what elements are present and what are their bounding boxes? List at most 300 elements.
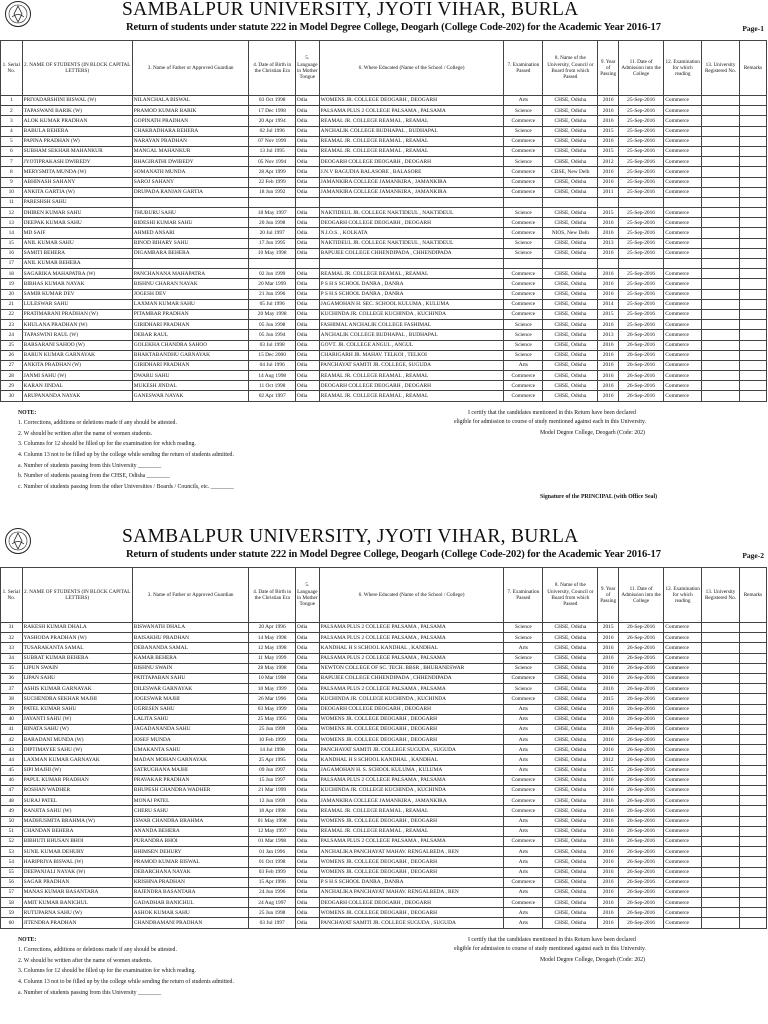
table-row xyxy=(1,208,767,218)
table-cell xyxy=(739,745,766,755)
table-cell: 2016 xyxy=(598,381,619,391)
table-cell: Science xyxy=(504,663,543,673)
table-cell: CHSE, Odisha xyxy=(543,806,598,816)
table-cell: SUNIL KUMAR DEHURY xyxy=(22,847,132,857)
table-cell: MADAN MOHAN GARNAYAK xyxy=(132,755,249,765)
table-cell: BHAGIRATHI DWIBEDY xyxy=(132,157,249,167)
table-cell: P S H S SCHOOL DANRA , DANRA xyxy=(319,877,504,887)
table-cell: DEBARCHANA NAYAK xyxy=(132,867,249,877)
table-cell: Commerce xyxy=(504,136,543,146)
table-cell: DEEPAK KUMAR SAHU xyxy=(22,218,132,228)
table-row xyxy=(1,887,767,897)
table-cell: 2016 xyxy=(598,320,619,330)
table-cell: Arts xyxy=(504,96,543,106)
table-cell: Odia xyxy=(295,816,319,826)
table-cell: 39 xyxy=(1,704,23,714)
table-cell: KANDHAL H S SCHOOL KANDHAL , KANDHAL xyxy=(319,755,504,765)
table-cell: KANDHAL H S SCHOOL KANDHAL , KANDHAL xyxy=(319,643,504,653)
table-cell: 7 xyxy=(1,157,23,167)
column-header: 8. Name of the University, Council or Board from which Passed xyxy=(543,568,598,623)
table-row xyxy=(1,704,767,714)
table-cell: JYOTIPRAKASH DWIBEDY xyxy=(22,157,132,167)
table-cell: 55 xyxy=(1,867,23,877)
table-cell: Commerce xyxy=(664,775,702,785)
table-cell: 25-Sep-2016 xyxy=(618,126,663,136)
table-cell: 26-Sep-2016 xyxy=(618,806,663,816)
table-cell: SAGAR PRADHAN xyxy=(22,877,132,887)
table-cell: 26-Sep-2016 xyxy=(618,745,663,755)
table-cell: DIPTIMAYEE SAHU (W) xyxy=(22,745,132,755)
table-cell xyxy=(702,623,740,633)
table-cell: 03 Feb 1999 xyxy=(249,867,295,877)
table-cell: Odia xyxy=(295,694,319,704)
table-cell: Odia xyxy=(295,157,319,167)
table-cell: 25-Sep-2016 xyxy=(618,248,663,258)
table-cell: Odia xyxy=(295,714,319,724)
table-cell: 11 xyxy=(1,197,23,207)
table-cell: 2016 xyxy=(598,269,619,279)
table-cell: CHSE, Odisha xyxy=(543,340,598,350)
page-number: Page-2 xyxy=(742,551,764,560)
table-cell: Odia xyxy=(295,796,319,806)
table-cell: BAPUJEE COLLEGE CHHENDIPADA , CHHENDIPADA xyxy=(319,248,504,258)
table-cell: 26-Sep-2016 xyxy=(618,381,663,391)
table-cell: Commerce xyxy=(664,187,702,197)
table-cell xyxy=(702,847,740,857)
table-cell: Science xyxy=(504,238,543,248)
table-cell: LAXMAN KUMAR SAHU xyxy=(132,299,249,309)
table-cell: 1 xyxy=(1,96,23,106)
table-cell: CHSE, Odisha xyxy=(543,765,598,775)
table-cell: 2012 xyxy=(598,755,619,765)
table-cell: Odia xyxy=(295,238,319,248)
table-cell xyxy=(132,197,249,207)
table-cell: GIRIDHARI PRADHAN xyxy=(132,320,249,330)
table-cell: CHSE, Odisha xyxy=(543,371,598,381)
table-cell xyxy=(739,238,766,248)
table-row xyxy=(1,898,767,908)
table-cell: Odia xyxy=(295,320,319,330)
table-cell: CHSE, Odisha xyxy=(543,146,598,156)
table-cell xyxy=(319,197,504,207)
table-cell: Commerce xyxy=(504,269,543,279)
table-cell: JITENDRA PRADHAN xyxy=(22,918,132,928)
table-cell: CBSE, New Delh xyxy=(543,167,598,177)
table-row xyxy=(1,238,767,248)
table-cell: Commerce xyxy=(664,765,702,775)
notes-section xyxy=(0,929,768,1021)
column-header: 3. Name of Father or Approved Guardian xyxy=(132,568,249,623)
table-cell: SATRUGHANA MAJHI xyxy=(132,765,249,775)
table-cell: 26-Sep-2016 xyxy=(618,340,663,350)
table-cell: GIRIDHARI PRADHAN xyxy=(132,360,249,370)
table-cell: Commerce xyxy=(664,643,702,653)
table-cell: CHSE, Odisha xyxy=(543,248,598,258)
table-cell: DHIREN KUMAR SAHU xyxy=(22,208,132,218)
table-cell: PALSAMA PLUS 2 COLLEGE PALSAMA , PALSAMA xyxy=(319,106,504,116)
table-cell: PANCHANANA MAHAPATRA xyxy=(132,269,249,279)
table-cell: PAPUL KUMAR PRADHAN xyxy=(22,775,132,785)
table-cell: 25-Sep-2016 xyxy=(618,208,663,218)
table-cell: 2016 xyxy=(598,371,619,381)
table-cell: 2015 xyxy=(598,309,619,319)
table-cell: Odia xyxy=(295,663,319,673)
table-cell: ASHOK KUMAR SAHU xyxy=(132,908,249,918)
table-cell: 18 Jun 1992 xyxy=(249,187,295,197)
table-cell: ANKITA GARTIA (W) xyxy=(22,187,132,197)
table-cell: 01 Oct 1998 xyxy=(249,857,295,867)
column-header: 11. Date of Admission into the College xyxy=(618,568,663,623)
table-cell xyxy=(702,248,740,258)
table-cell: Odia xyxy=(295,775,319,785)
table-cell: YASHODA PRADHAN (W) xyxy=(22,633,132,643)
table-cell: JAMANKIRA COLLEGE JAMANKIRA , JAMANKIRA xyxy=(319,796,504,806)
table-cell: 25-Sep-2016 xyxy=(618,146,663,156)
page-header xyxy=(0,0,768,40)
table-cell: ARUPANANDA NAYAK xyxy=(22,391,132,401)
table-cell: 2016 xyxy=(598,289,619,299)
table-cell xyxy=(739,724,766,734)
table-cell xyxy=(702,755,740,765)
table-row xyxy=(1,745,767,755)
table-row xyxy=(1,259,767,269)
table-cell: 26-Sep-2016 xyxy=(618,847,663,857)
table-cell: DEOGARH COLLEGE DEOGARH , DEOGARH xyxy=(319,381,504,391)
table-cell: 2016 xyxy=(598,228,619,238)
table-cell: 2016 xyxy=(598,96,619,106)
table-cell: 17 Dec 1998 xyxy=(249,106,295,116)
table-cell xyxy=(702,775,740,785)
table-cell: MD SAIF xyxy=(22,228,132,238)
table-cell xyxy=(739,857,766,867)
table-cell: 10 May 1998 xyxy=(249,248,295,258)
table-cell xyxy=(739,360,766,370)
table-cell: CHSE, Odisha xyxy=(543,218,598,228)
table-cell: 58 xyxy=(1,898,23,908)
table-cell: Science xyxy=(504,633,543,643)
table-cell: Science xyxy=(504,157,543,167)
table-cell xyxy=(739,775,766,785)
table-cell xyxy=(739,371,766,381)
table-cell: Science xyxy=(504,684,543,694)
table-row xyxy=(1,299,767,309)
table-cell: DEOGARH COLLEGE DEOGARH , DEOGARH xyxy=(319,157,504,167)
table-cell xyxy=(702,106,740,116)
table-cell: Odia xyxy=(295,381,319,391)
table-cell: Commerce xyxy=(664,735,702,745)
table-cell xyxy=(702,653,740,663)
table-cell xyxy=(618,259,663,269)
table-cell: THUBURU SAHU xyxy=(132,208,249,218)
table-cell: 2016 xyxy=(598,106,619,116)
table-cell: CHSE, Odisha xyxy=(543,745,598,755)
table-cell: 18 xyxy=(1,269,23,279)
table-cell: KUCHINDA JR. COLLEGE KUCHINDA , KUCHINDA xyxy=(319,309,504,319)
table-cell: CHARIGARH JR. MAHAV. TELKOI , TELKOI xyxy=(319,350,504,360)
table-cell: Arts xyxy=(504,918,543,928)
table-row xyxy=(1,684,767,694)
page-header xyxy=(0,527,768,567)
table-cell: CHSE, Odisha xyxy=(543,877,598,887)
table-cell: Commerce xyxy=(504,836,543,846)
table-cell: CHSE, Odisha xyxy=(543,847,598,857)
table-cell xyxy=(739,867,766,877)
column-header: 4. Date of Birth in the Christian Era xyxy=(249,41,295,96)
table-cell: 05 Jun 1998 xyxy=(249,320,295,330)
table-cell: BISHNU CHARAN NAYAK xyxy=(132,279,249,289)
table-cell xyxy=(739,269,766,279)
table-cell: 26-Sep-2016 xyxy=(618,898,663,908)
table-cell: 28 Apr 1999 xyxy=(249,167,295,177)
table-cell xyxy=(702,806,740,816)
table-cell: Odia xyxy=(295,836,319,846)
table-cell: 26-Sep-2016 xyxy=(618,918,663,928)
table-cell: Commerce xyxy=(664,918,702,928)
table-row xyxy=(1,847,767,857)
table-cell: Commerce xyxy=(664,673,702,683)
table-cell: 26-Sep-2016 xyxy=(618,643,663,653)
table-cell: Arts xyxy=(504,765,543,775)
table-cell: PANCHAYAT SAMITI JR. COLLEGE SUGUDA , SUGUDA xyxy=(319,745,504,755)
table-cell: DIGAMBARA BEHERA xyxy=(132,248,249,258)
table-cell xyxy=(702,340,740,350)
table-cell: Commerce xyxy=(664,146,702,156)
table-cell xyxy=(739,755,766,765)
table-cell: 02 Apr 1997 xyxy=(249,391,295,401)
column-header: Remarks xyxy=(739,41,766,96)
table-cell xyxy=(702,877,740,887)
table-cell: Commerce xyxy=(664,371,702,381)
table-cell xyxy=(739,279,766,289)
table-cell: GADADHAR BANICHUL xyxy=(132,898,249,908)
table-cell: 05 Nov 1994 xyxy=(249,157,295,167)
table-cell: 01 May 1998 xyxy=(249,816,295,826)
table-cell: DEOGARH COLLEGE DEOGARH , DEOGARH xyxy=(319,218,504,228)
page-2 xyxy=(0,527,768,1021)
table-cell: CHSE, Odisha xyxy=(543,320,598,330)
table-cell: 2016 xyxy=(598,167,619,177)
table-cell xyxy=(739,847,766,857)
table-row xyxy=(1,279,767,289)
table-cell: RANJITA SAHU (W) xyxy=(22,806,132,816)
table-cell xyxy=(702,887,740,897)
table-cell: CHSE, Odisha xyxy=(543,633,598,643)
table-cell: Odia xyxy=(295,765,319,775)
table-cell: Commerce xyxy=(664,714,702,724)
table-cell: ISWAR CHANDRA BRAHMA xyxy=(132,816,249,826)
table-cell: Arts xyxy=(504,360,543,370)
table-cell: Commerce xyxy=(664,96,702,106)
table-cell: 2016 xyxy=(598,177,619,187)
table-cell: CHSE, Odisha xyxy=(543,269,598,279)
table-cell xyxy=(739,684,766,694)
table-cell xyxy=(702,269,740,279)
table-cell: Odia xyxy=(295,177,319,187)
page-1 xyxy=(0,0,768,500)
table-cell: CHSE, Odisha xyxy=(543,775,598,785)
college-name: Model Degree College, Deogarh (Code: 202) xyxy=(540,429,645,436)
table-cell: Odia xyxy=(295,340,319,350)
table-cell: 12 Jun 1999 xyxy=(249,796,295,806)
table-cell: WOMENS JR. COLLEGE DEOGARH , DEOGARH xyxy=(319,724,504,734)
table-cell: BINATA SAHU (W) xyxy=(22,724,132,734)
table-cell: 26 Mar 1996 xyxy=(249,694,295,704)
table-row xyxy=(1,908,767,918)
table-cell: 2016 xyxy=(598,887,619,897)
table-row xyxy=(1,391,767,401)
table-cell: 20 Mar 1999 xyxy=(249,279,295,289)
table-cell: 49 xyxy=(1,806,23,816)
table-cell: CHSE, Odisha xyxy=(543,238,598,248)
table-cell xyxy=(702,745,740,755)
table-cell: 26-Sep-2016 xyxy=(618,360,663,370)
table-cell: Commerce xyxy=(664,745,702,755)
table-cell: DRUPADA RANJAN GARTIA xyxy=(132,187,249,197)
table-cell: CHSE, Odisha xyxy=(543,887,598,897)
table-cell: Arts xyxy=(504,735,543,745)
table-cell: BHAKTABANDHU GARNAYAK xyxy=(132,350,249,360)
table-cell xyxy=(702,177,740,187)
table-cell: ABHINASH SAHANY xyxy=(22,177,132,187)
table-cell: Odia xyxy=(295,908,319,918)
table-cell: ANIL KUMAR SAHU xyxy=(22,238,132,248)
table-row xyxy=(1,724,767,734)
table-cell: 2016 xyxy=(598,218,619,228)
table-cell: REAMAL JR. COLLEGE REAMAL , REAMAL xyxy=(319,371,504,381)
table-cell: 2015 xyxy=(598,765,619,775)
table-cell: PATEL KUMAR SAHU xyxy=(22,704,132,714)
table-cell xyxy=(739,623,766,633)
table-cell: Commerce xyxy=(664,320,702,330)
table-cell: Commerce xyxy=(504,228,543,238)
table-cell: BINOD BIHARY SAHU xyxy=(132,238,249,248)
table-cell xyxy=(702,157,740,167)
note-item: b. Number of students passing from the CHSE, Odisha ________ xyxy=(18,473,170,480)
table-cell xyxy=(739,877,766,887)
column-header: 6. Where Educated (Name of the School / College) xyxy=(319,568,504,623)
table-cell: 14 Aug 1998 xyxy=(249,371,295,381)
table-cell: KUCHINDA JR. COLLEGE KUCHINDA , KUCHINDA xyxy=(319,694,504,704)
note-item: 3. Columns for 12 should be filled up for the examination for which reading. xyxy=(18,441,196,448)
table-cell: 3 xyxy=(1,116,23,126)
table-cell: 16 xyxy=(1,248,23,258)
table-cell: Science xyxy=(504,106,543,116)
table-cell: BABULA BEHERA xyxy=(22,126,132,136)
table-cell: Commerce xyxy=(664,330,702,340)
table-cell: 2016 xyxy=(598,350,619,360)
table-cell: PARESHSH SAHU xyxy=(22,197,132,207)
table-cell: PALSAMA PLUS 2 COLLEGE PALSAMA , PALSAMA xyxy=(319,633,504,643)
table-cell: 25-Sep-2016 xyxy=(618,279,663,289)
table-cell: Odia xyxy=(295,653,319,663)
table-cell: BISWANATH DHALA xyxy=(132,623,249,633)
table-cell: 25-Sep-2016 xyxy=(618,299,663,309)
table-cell: PALSAMA PLUS 2 COLLEGE PALSAMA , PALSAMA xyxy=(319,836,504,846)
table-cell xyxy=(702,724,740,734)
table-cell: Odia xyxy=(295,724,319,734)
table-cell: Commerce xyxy=(504,116,543,126)
table-cell xyxy=(702,735,740,745)
table-cell: 25-Sep-2016 xyxy=(618,218,663,228)
table-row xyxy=(1,360,767,370)
table-cell: 26-Sep-2016 xyxy=(618,350,663,360)
table-cell: Odia xyxy=(295,847,319,857)
table-cell: 10 xyxy=(1,187,23,197)
table-cell: Commerce xyxy=(664,309,702,319)
note-item: 2. W should be written after the name of women students. xyxy=(18,957,153,964)
table-row xyxy=(1,694,767,704)
table-row xyxy=(1,857,767,867)
table-cell: 26-Sep-2016 xyxy=(618,371,663,381)
table-cell: 26-Sep-2016 xyxy=(618,694,663,704)
table-cell xyxy=(702,704,740,714)
table-cell: Commerce xyxy=(664,816,702,826)
table-cell: BARUN KUMAR GARNAYAK xyxy=(22,350,132,360)
table-cell: Science xyxy=(504,320,543,330)
note-item: c. Number of students passing from the other Universities / Boards / Councils, etc. ________ xyxy=(18,483,234,490)
table-cell: CHSE, Odisha xyxy=(543,96,598,106)
table-cell: Commerce xyxy=(664,694,702,704)
table-cell: 14 May 1998 xyxy=(249,633,295,643)
table-cell: NIOS, New Delh xyxy=(543,228,598,238)
table-cell xyxy=(739,340,766,350)
note-item: a. Number of students passing from this University ________ xyxy=(18,989,162,996)
table-cell: 04 Jul 1996 xyxy=(249,360,295,370)
table-cell: TAPASWINI RAUL (W) xyxy=(22,330,132,340)
table-cell: GOPINATH PRADHAN xyxy=(132,116,249,126)
table-cell: Science xyxy=(504,653,543,663)
table-cell: 32 xyxy=(1,633,23,643)
column-header: 7. Examination Passed xyxy=(504,568,543,623)
table-cell xyxy=(702,908,740,918)
table-cell: 2016 xyxy=(598,775,619,785)
table-cell xyxy=(702,167,740,177)
table-cell: BIDESHI KUMAR SAHU xyxy=(132,218,249,228)
table-cell: 2016 xyxy=(598,847,619,857)
table-cell: Commerce xyxy=(664,857,702,867)
table-cell: CHSE, Odisha xyxy=(543,755,598,765)
table-cell: NEWTON COLLEGE OF SC. TECH. BBSR , BHUBANESWAR xyxy=(319,663,504,673)
table-cell: PALSAMA PLUS 2 COLLEGE PALSAMA , PALSAMA xyxy=(319,623,504,633)
table-cell: Commerce xyxy=(664,238,702,248)
table-row xyxy=(1,775,767,785)
table-cell: 03 Oct 1998 xyxy=(249,96,295,106)
table-cell: N.I.O.S. , KOLKATA xyxy=(319,228,504,238)
table-cell xyxy=(739,381,766,391)
column-header: 8. Name of the University, Council or Board from which Passed xyxy=(543,41,598,96)
table-cell: Commerce xyxy=(504,796,543,806)
table-cell: Commerce xyxy=(664,633,702,643)
table-cell: 56 xyxy=(1,877,23,887)
table-cell: Science xyxy=(504,248,543,258)
table-cell: 19 xyxy=(1,279,23,289)
column-header: 13. University Registered No. xyxy=(702,568,740,623)
table-cell: MANAS KUMAR BASANTARA xyxy=(22,887,132,897)
table-cell: Commerce xyxy=(664,806,702,816)
table-cell: 2016 xyxy=(598,898,619,908)
column-header: 13. University Registered No. xyxy=(702,41,740,96)
table-row xyxy=(1,340,767,350)
table-row xyxy=(1,106,767,116)
table-cell: DEOGARH COLLEGE DEOGARH , DEOGARH xyxy=(319,704,504,714)
column-header: Remarks xyxy=(739,568,766,623)
table-cell: Commerce xyxy=(504,391,543,401)
table-cell: 09 Jun 1997 xyxy=(249,765,295,775)
table-row xyxy=(1,320,767,330)
table-cell: Odia xyxy=(295,136,319,146)
table-cell: JAYANTI SAHU (W) xyxy=(22,714,132,724)
table-row xyxy=(1,218,767,228)
